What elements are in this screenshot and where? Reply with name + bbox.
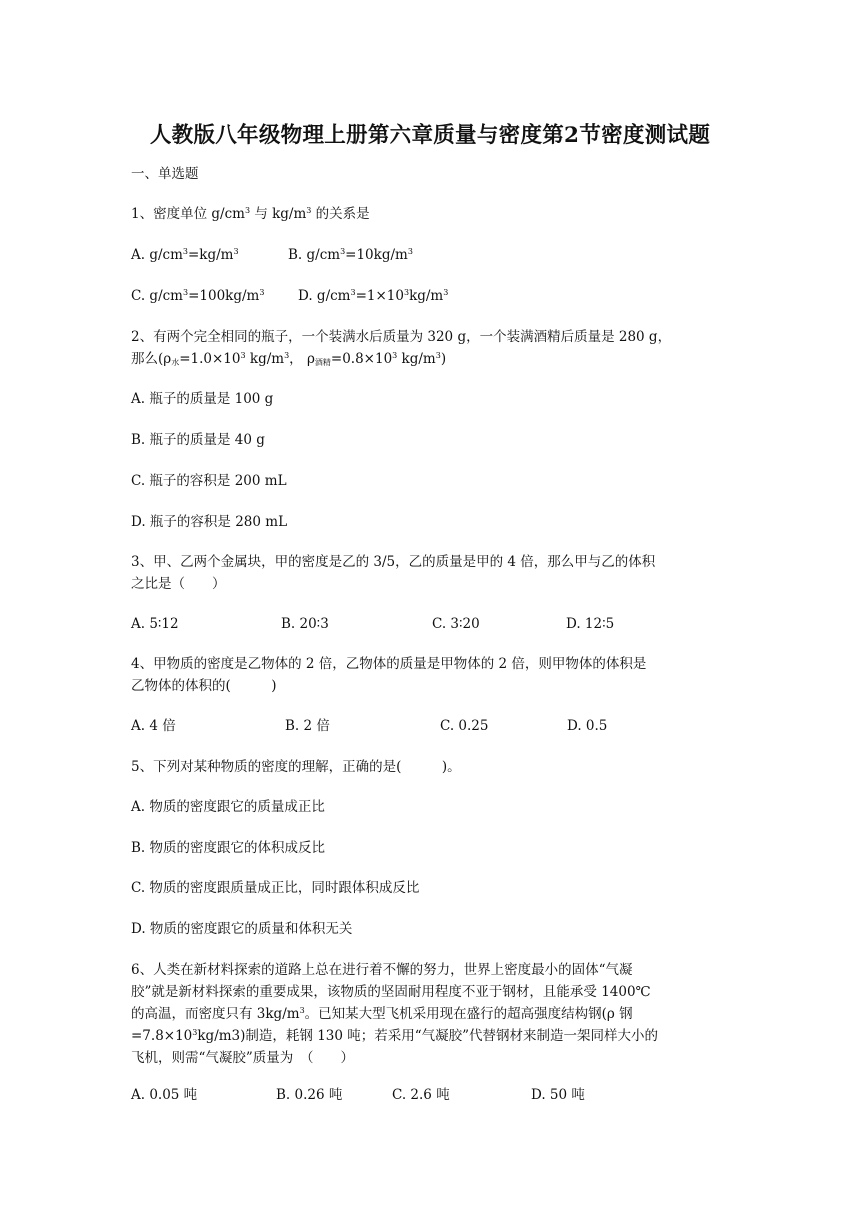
question-4-option-c: C. 0.25 [440,718,489,734]
question-5-option-c: C. 物质的密度跟质量成正比，同时跟体积成反比 [131,880,420,896]
question-4-stem-line-1: 4、甲物质的密度是乙物体的 2 倍，乙物体的质量是甲物体的 2 倍，则甲物体的体积是 [131,656,647,672]
question-1-stem: 1、密度单位 $g/cm^3$ 与 $kg/m^3$ 的关系是 [131,206,370,222]
question-5-option-a: A. 物质的密度跟它的质量成正比 [131,799,325,815]
question-5-option-b: B. 物质的密度跟它的体积成反比 [131,840,326,856]
question-4-option-d: D. 0.5 [567,718,608,734]
section-heading: 一、单选题 [131,166,199,182]
question-3-stem-line-1: 3、甲、乙两个金属块，甲的密度是乙的 3/5，乙的质量是甲的 4 倍，那么甲与乙的体积 [131,554,656,570]
question-1-option-c: C. $g/cm^3=100kg/m^3$ [131,288,265,304]
question-4-option-b: B. 2 倍 [285,718,330,734]
question-1-option-d: D. $g/cm^3=1\times 10^3kg/m^3$ [298,288,449,304]
question-1-option-b: B. $g/cm^3=10kg/m^3$ [288,247,413,263]
question-6-option-b: B. 0.26 吨 [276,1087,343,1103]
question-2-stem-line-1: 2、有两个完全相同的瓶子，一个装满水后质量为 320 g，一个装满酒精后质量是 280 g， [131,329,672,345]
question-2-stem-line-2: 那么($\rho_水=1.0\times 10^3$ $kg/m^3$， $\rho_{酒精}=0.8\times 10^3$ $kg/m^3$) [131,351,447,367]
question-4-stem-line-2: 乙物体的体积的( ) [131,678,277,694]
question-2-option-b: B. 瓶子的质量是 40 g [131,432,265,448]
question-3-option-d: D. 12∶5 [566,616,615,632]
page-title: 人教版八年级物理上册第六章质量与密度第2节密度测试题 [149,123,711,148]
question-6-stem-line-2: 胶”就是新材料探索的重要成果，该物质的坚固耐用程度不亚于钢材，且能承受 1400℃ [131,984,651,1000]
question-5-option-d: D. 物质的密度跟它的质量和体积无关 [131,921,353,937]
question-6-option-d: D. 50 吨 [531,1087,585,1103]
question-6-option-a: A. 0.05 吨 [131,1087,198,1103]
question-2-option-c: C. 瓶子的容积是 200 mL [131,473,287,489]
question-6-stem-line-4: $=7.8\times 10^3kg/m3$)制造，耗钢 130 吨；若采用“气凝胶”代替钢材来制造一架同样大小的 [131,1028,659,1044]
question-6-stem-line-1: 6、人类在新材料探索的道路上总在进行着不懈的努力，世界上密度最小的固体“气凝 [131,962,633,978]
question-6-option-c: C. 2.6 吨 [392,1087,450,1103]
question-5-stem: 5、下列对某种物质的密度的理解，正确的是( )。 [131,759,461,775]
question-2-option-a: A. 瓶子的质量是 100 g [131,391,274,407]
question-3-option-b: B. 20∶3 [281,616,329,632]
question-1-option-a: A. $g/cm^3=kg/m^3$ [131,247,239,263]
question-3-option-a: A. 5∶12 [131,616,179,632]
question-3-stem-line-2: 之比是（ ） [131,576,226,592]
question-3-option-c: C. 3∶20 [432,616,480,632]
question-6-stem-line-5: 飞机，则需“气凝胶”质量为 （ ） [131,1050,355,1066]
question-4-option-a: A. 4 倍 [131,718,176,734]
question-2-option-d: D. 瓶子的容积是 280 mL [131,514,288,530]
question-6-stem-line-3: 的高温，而密度只有 $3kg/m^3$。已知某大型飞机采用现在盛行的超高强度结构钢(ρ 钢 [131,1006,633,1022]
